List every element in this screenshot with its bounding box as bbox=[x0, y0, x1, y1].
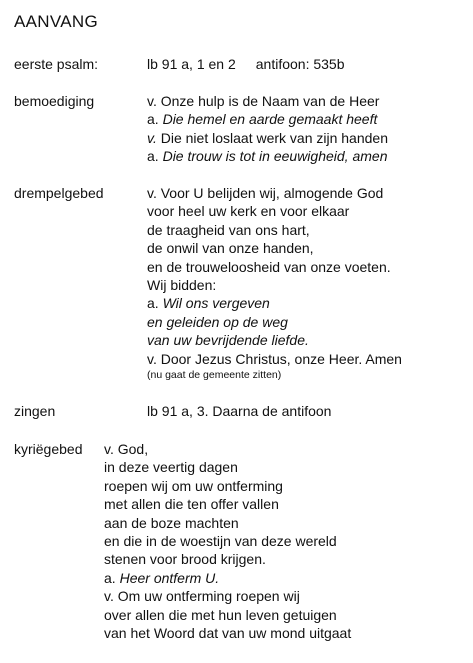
line: de onwil van onze handen, bbox=[147, 240, 314, 257]
section-label: bemoediging bbox=[14, 93, 95, 109]
line: over allen die met hun leven getuigen bbox=[104, 606, 337, 623]
section-label: eerste psalm: bbox=[14, 56, 99, 72]
section-label: drempelgebed bbox=[14, 185, 104, 201]
response-line: van uw bevrijdende liefde. bbox=[147, 332, 309, 349]
response-line: a. Heer ontferm U. bbox=[104, 569, 220, 586]
line: v. God, bbox=[104, 441, 149, 457]
kyriegebed-lines bbox=[104, 440, 351, 642]
line: a. Die hemel en aarde gemaakt heeft bbox=[147, 111, 378, 128]
antifoon-value: antifoon: 535b bbox=[255, 56, 345, 72]
bemoediging-lines bbox=[147, 92, 388, 166]
section-label: kyriëgebed bbox=[14, 441, 83, 457]
response-line: a. Wil ons vergeven bbox=[147, 295, 270, 312]
line: Wij bidden: bbox=[147, 276, 217, 293]
rubric-note: (nu gaat de gemeente zitten) bbox=[147, 368, 282, 381]
line: en die in de woestijn van deze wereld bbox=[104, 532, 337, 549]
line: stenen voor brood krijgen. bbox=[104, 551, 266, 568]
line: v. Onze hulp is de Naam van de Heer bbox=[147, 93, 380, 109]
page-title: AANVANG bbox=[14, 12, 98, 31]
line: v. Om uw ontferming roepen wij bbox=[104, 588, 300, 605]
line: v. Voor U belijden wij, almogende God bbox=[147, 185, 384, 201]
line: voor heel uw kerk en voor elkaar bbox=[147, 203, 350, 220]
line: van het Woord dat van uw mond uitgaat bbox=[104, 624, 352, 641]
response-line: en geleiden op de weg bbox=[147, 313, 288, 330]
closing-line: v. Door Jezus Christus, onze Heer. Amen bbox=[147, 350, 402, 367]
line: de traagheid van ons hart, bbox=[147, 221, 310, 238]
line: roepen wij om uw ontferming bbox=[104, 477, 283, 494]
line: v. Die niet loslaat werk van zijn handen bbox=[147, 129, 388, 146]
line: aan de boze machten bbox=[104, 514, 239, 531]
line: en de trouweloosheid van onze voeten. bbox=[147, 258, 391, 275]
line: a. Die trouw is tot in eeuwigheid, amen bbox=[147, 148, 388, 165]
psalm-line bbox=[147, 55, 345, 73]
zingen-value: lb 91 a, 3. Daarna de antifoon bbox=[147, 403, 332, 419]
section-label: zingen bbox=[14, 403, 56, 419]
drempelgebed-lines bbox=[147, 184, 402, 383]
psalm-value: lb 91 a, 1 en 2 bbox=[147, 56, 236, 72]
line: met allen die ten offer vallen bbox=[104, 496, 279, 513]
line: in deze veertig dagen bbox=[104, 459, 238, 476]
